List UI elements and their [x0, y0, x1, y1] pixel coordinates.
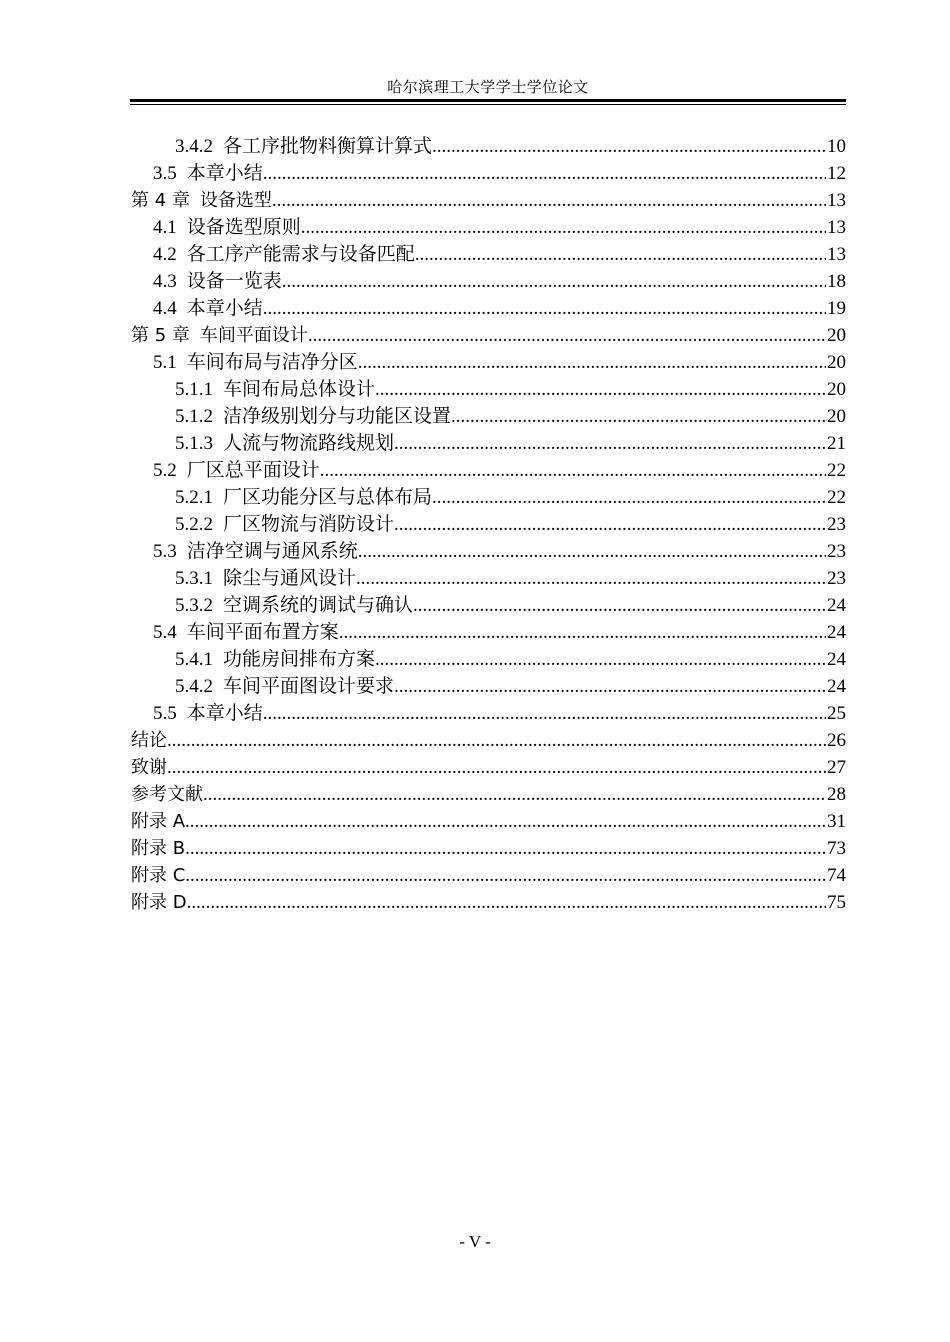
toc-entry-title: 附录 D	[131, 892, 187, 913]
toc-entry-page: 20	[827, 379, 846, 400]
toc-entry-page: 20	[827, 325, 846, 346]
toc-entry-page: 26	[827, 730, 846, 751]
toc-dot-leader	[263, 295, 826, 322]
toc-entry-page: 24	[827, 649, 846, 670]
toc-entry[interactable]	[131, 673, 846, 700]
toc-entry-title: 本章小结	[186, 163, 263, 184]
toc-entry-title: 设备选型	[199, 190, 272, 211]
toc-entry-title: 空调系统的调试与确认	[223, 595, 414, 616]
toc-entry-page: 22	[827, 460, 846, 481]
toc-entry[interactable]	[131, 376, 846, 403]
toc-entry[interactable]	[131, 268, 846, 295]
toc-entry-page: 13	[827, 244, 846, 265]
toc-entry-page: 23	[827, 568, 846, 589]
toc-entry[interactable]	[131, 808, 846, 835]
toc-entry[interactable]	[131, 295, 846, 322]
toc-entry[interactable]	[131, 349, 846, 376]
toc-entry-number: 5.4.2	[175, 676, 213, 697]
toc-entry[interactable]	[131, 484, 846, 511]
toc-entry[interactable]	[131, 538, 846, 565]
toc-entry-title: 本章小结	[186, 298, 263, 319]
toc-dot-leader	[167, 754, 826, 781]
toc-dot-leader	[167, 727, 826, 754]
toc-entry-page: 24	[827, 595, 846, 616]
toc-entry[interactable]	[131, 187, 846, 214]
toc-entry-title: 厂区总平面设计	[186, 460, 320, 481]
toc-dot-leader	[358, 538, 826, 565]
toc-dot-leader	[375, 646, 826, 673]
toc-dot-leader	[413, 592, 826, 619]
toc-entry-page: 25	[827, 703, 846, 724]
toc-entry-number: 4.3	[153, 271, 177, 292]
toc-dot-leader	[282, 268, 826, 295]
toc-entry[interactable]	[131, 511, 846, 538]
toc-entry-number: 5.3.2	[175, 595, 213, 616]
toc-entry-title: 设备一览表	[186, 271, 282, 292]
toc-entry-page: 23	[827, 541, 846, 562]
toc-dot-leader	[415, 241, 826, 268]
toc-entry-number: 5.1.1	[175, 379, 213, 400]
toc-entry-number: 5.1	[153, 352, 177, 373]
toc-dot-leader	[272, 187, 826, 214]
toc-entry-number: 5.4.1	[175, 649, 213, 670]
toc-dot-leader	[185, 808, 826, 835]
toc-entry-title: 车间布局与洁净分区	[186, 352, 358, 373]
toc-entry[interactable]	[131, 133, 846, 160]
toc-entry[interactable]	[131, 322, 846, 349]
toc-dot-leader	[308, 322, 826, 349]
toc-entry-title: 致谢	[131, 757, 167, 778]
toc-entry-title: 附录 B	[131, 838, 186, 859]
toc-entry[interactable]	[131, 160, 846, 187]
toc-entry-title: 除尘与通风设计	[223, 568, 357, 589]
toc-dot-leader	[339, 619, 826, 646]
toc-entry-page: 23	[827, 514, 846, 535]
toc-dot-leader	[187, 889, 826, 916]
toc-entry[interactable]	[131, 754, 846, 781]
toc-entry-page: 12	[827, 163, 846, 184]
toc-entry-title: 参考文献	[131, 784, 203, 805]
page-number: - V -	[459, 1232, 491, 1251]
toc-entry-title: 各工序批物料衡算计算式	[223, 136, 433, 157]
toc-entry-page: 19	[827, 298, 846, 319]
toc-entry[interactable]	[131, 403, 846, 430]
toc-entry-title: 洁净空调与通风系统	[186, 541, 358, 562]
toc-entry-page: 73	[827, 838, 846, 859]
toc-entry-page: 10	[827, 136, 846, 157]
toc-entry-number: 4.2	[153, 244, 177, 265]
toc-entry[interactable]	[131, 727, 846, 754]
toc-entry-page: 20	[827, 406, 846, 427]
toc-entry-number: 3.4.2	[175, 136, 213, 157]
toc-entry-number: 3.5	[153, 163, 177, 184]
toc-entry-title: 人流与物流路线规划	[223, 433, 395, 454]
toc-entry-number: 5.2.1	[175, 487, 213, 508]
toc-entry[interactable]	[131, 889, 846, 916]
toc-entry-page: 27	[827, 757, 846, 778]
toc-dot-leader	[432, 133, 826, 160]
toc-entry-number: 5.2.2	[175, 514, 213, 535]
toc-dot-leader	[301, 214, 826, 241]
running-header: 哈尔滨理工大学学士学位论文	[387, 80, 589, 96]
toc-entry-number: 5.2	[153, 460, 177, 481]
toc-entry-title: 车间平面布置方案	[186, 622, 339, 643]
toc-dot-leader	[356, 565, 826, 592]
toc-entry[interactable]	[131, 430, 846, 457]
toc-entry-number: 5.1.2	[175, 406, 213, 427]
toc-entry-page: 74	[827, 865, 846, 886]
toc-entry-page: 24	[827, 622, 846, 643]
toc-entry[interactable]	[131, 619, 846, 646]
toc-entry-page: 22	[827, 487, 846, 508]
toc-entry-number: 5.1.3	[175, 433, 213, 454]
toc-entry-number: 5.5	[153, 703, 177, 724]
toc-entry-number: 第 4 章	[131, 190, 190, 211]
toc-entry-title: 车间平面设计	[199, 325, 308, 346]
toc-entry[interactable]	[131, 862, 846, 889]
toc-entry-page: 13	[827, 217, 846, 238]
header-rule-thick	[130, 99, 846, 102]
toc-entry-number: 第 5 章	[131, 325, 190, 346]
toc-entry-number: 4.1	[153, 217, 177, 238]
toc-entry-title: 车间布局总体设计	[223, 379, 376, 400]
toc-dot-leader	[432, 484, 826, 511]
toc-dot-leader	[320, 457, 826, 484]
toc-entry-title: 设备选型原则	[186, 217, 301, 238]
toc-entry[interactable]	[131, 646, 846, 673]
toc-entry[interactable]	[131, 457, 846, 484]
toc-entry-page: 20	[827, 352, 846, 373]
toc-entry-page: 21	[827, 433, 846, 454]
toc-entry-title: 洁净级别划分与功能区设置	[223, 406, 452, 427]
toc-entry-title: 结论	[131, 730, 167, 751]
toc-entry-title: 车间平面图设计要求	[223, 676, 395, 697]
toc-dot-leader	[203, 781, 826, 808]
toc-dot-leader	[394, 430, 826, 457]
toc-entry-number: 5.3	[153, 541, 177, 562]
toc-entry-page: 18	[827, 271, 846, 292]
toc-entry-number: 5.4	[153, 622, 177, 643]
toc-entry-number: 5.3.1	[175, 568, 213, 589]
toc-entry-number: 4.4	[153, 298, 177, 319]
toc-entry[interactable]	[131, 700, 846, 727]
toc-entry-page: 75	[827, 892, 846, 913]
toc-dot-leader	[375, 376, 826, 403]
toc-dot-leader	[394, 511, 826, 538]
toc-entry-title: 各工序产能需求与设备匹配	[186, 244, 415, 265]
toc-entry-title: 附录 C	[131, 865, 186, 886]
toc-entry-page: 24	[827, 676, 846, 697]
toc-entry-page: 31	[827, 811, 846, 832]
toc-dot-leader	[451, 403, 826, 430]
toc-entry[interactable]	[131, 214, 846, 241]
toc-entry[interactable]	[131, 835, 846, 862]
toc-entry-title: 功能房间排布方案	[223, 649, 376, 670]
toc-entry-title: 厂区功能分区与总体布局	[223, 487, 433, 508]
toc-entry[interactable]	[131, 241, 846, 268]
toc-dot-leader	[394, 673, 826, 700]
table-of-contents	[131, 133, 846, 916]
toc-entry[interactable]	[131, 592, 846, 619]
toc-entry[interactable]	[131, 565, 846, 592]
toc-dot-leader	[185, 862, 826, 889]
toc-entry-page: 13	[827, 190, 846, 211]
toc-entry-title: 本章小结	[186, 703, 263, 724]
toc-dot-leader	[263, 700, 826, 727]
toc-dot-leader	[185, 835, 826, 862]
toc-entry[interactable]	[131, 781, 846, 808]
toc-entry-title: 厂区物流与消防设计	[223, 514, 395, 535]
header-rule-thin	[130, 104, 846, 105]
toc-entry-title: 附录 A	[131, 811, 186, 832]
toc-dot-leader	[263, 160, 826, 187]
toc-entry-page: 28	[827, 784, 846, 805]
toc-dot-leader	[358, 349, 826, 376]
